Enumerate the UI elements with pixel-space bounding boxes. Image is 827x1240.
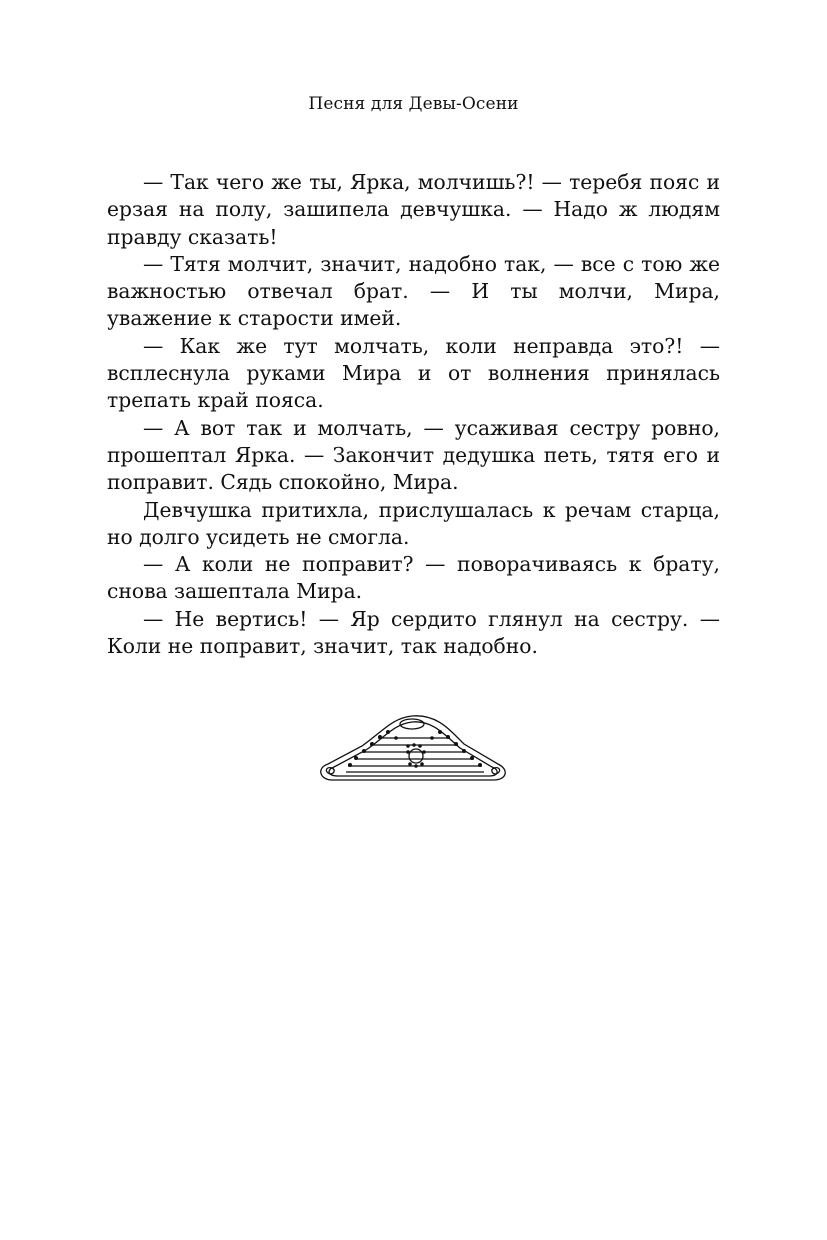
main-text [107, 169, 720, 660]
paragraph: — А коли не поправит? — поворачиваясь к брату, снова зашептала Мира. [107, 552, 720, 604]
running-header: Песня для Девы-Осени [308, 94, 519, 114]
paragraph: — Так чего же ты, Ярка, молчишь?! — теребя пояс и ерзая на полу, зашипела девчушка. — Надо ж людям правду сказать! [107, 170, 720, 249]
gusli-ornament-icon [312, 708, 514, 790]
paragraph: — Тятя молчит, значит, надобно так, — все с тою же важностью отвечал брат. — И ты молчи, Мира, уважение к старости имей. [107, 251, 720, 331]
paragraph: Девчушка притихла, прислушалась к речам старца, но долго усидеть не смогла. [107, 497, 720, 549]
paragraph: — Как же тут молчать, коли неправда это?! — всплеснула руками Мира и от волнения принялась трепать край пояса. [107, 333, 720, 413]
paragraph: — А вот так и молчать, — усаживая сестру ровно, прошептал Ярка. — Закончит дедушка петь, тятя его и поправит. Сядь спокойно, Мира. [107, 415, 720, 495]
paragraph: — Не вертись! — Яр сердито глянул на сестру. — Коли не поправит, значит, так надобно. [107, 606, 720, 659]
